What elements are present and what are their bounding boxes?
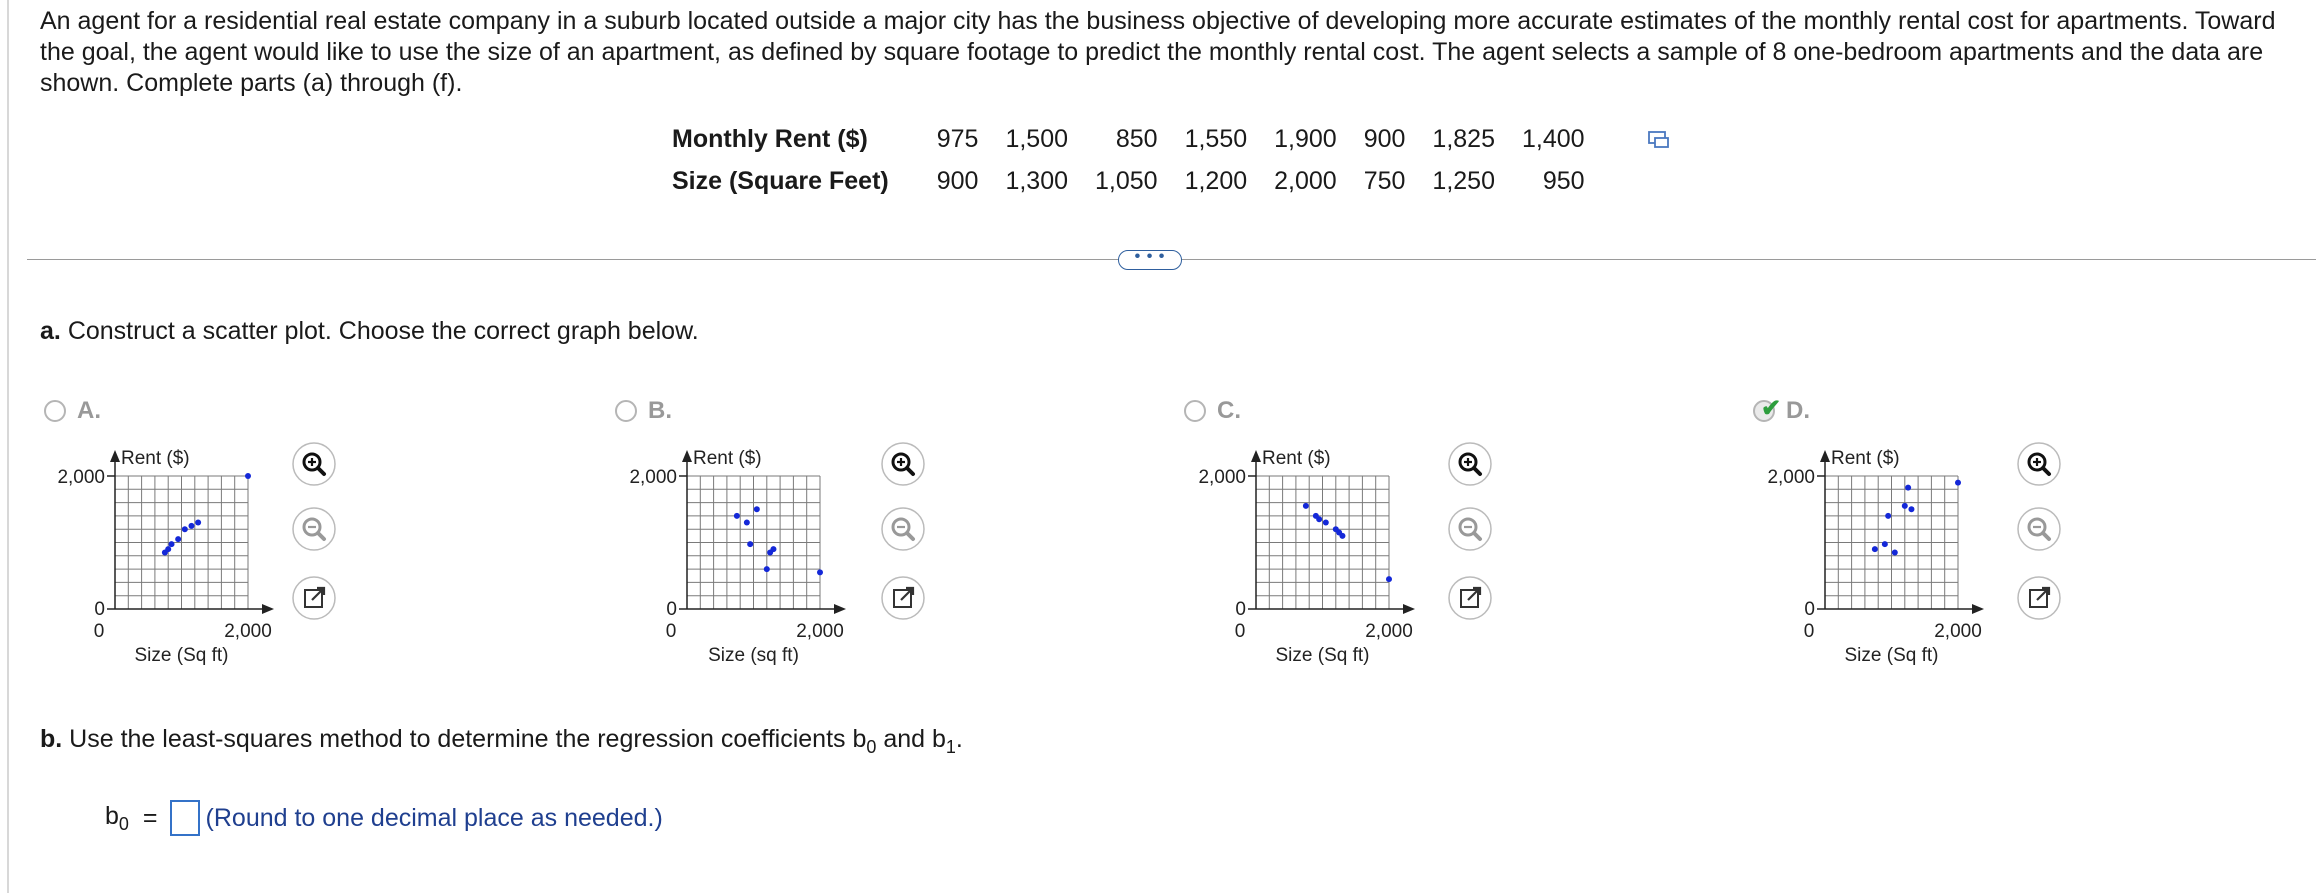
option-d-radio[interactable] xyxy=(1753,395,1782,422)
data-point xyxy=(1955,480,1961,486)
y-axis-label: Rent ($) xyxy=(693,448,762,469)
size-value: 1,200 xyxy=(1184,166,1248,195)
x-tick-label: 2,000 xyxy=(224,621,272,642)
part-a-label: a. xyxy=(40,317,61,345)
option-d-letter: D. xyxy=(1786,397,1810,424)
data-point xyxy=(175,536,181,542)
show-more-button[interactable]: • • • xyxy=(1118,250,1182,270)
x-axis-label: Size (sq ft) xyxy=(708,645,799,666)
x-axis-label: Size (Sq ft) xyxy=(1844,645,1939,666)
y-axis-label: Rent ($) xyxy=(1831,448,1900,469)
part-b-label: b. xyxy=(40,725,63,753)
x-axis-arrow xyxy=(834,604,846,614)
y-axis-arrow xyxy=(1251,450,1261,462)
size-value: 900 xyxy=(936,166,979,195)
x-zero-label: 0 xyxy=(1803,621,1815,642)
data-point xyxy=(1892,549,1898,555)
size-value: 750 xyxy=(1363,166,1406,195)
y-axis-label: Rent ($) xyxy=(1262,448,1331,469)
scatter-plot-b xyxy=(612,436,862,676)
option-d[interactable] xyxy=(1753,397,1810,425)
part-b-text: Use the least-squares method to determine the regression coefficients b xyxy=(69,725,867,753)
data-point xyxy=(182,526,188,532)
scatter-plot-a xyxy=(40,436,290,676)
option-a-letter: A. xyxy=(77,397,101,424)
scatter-plot-d xyxy=(1750,436,2000,676)
option-a-radio[interactable] xyxy=(44,400,66,422)
rounding-hint: (Round to one decimal place as needed.) xyxy=(205,803,663,832)
rent-value: 1,550 xyxy=(1184,124,1248,153)
y-axis-arrow xyxy=(110,450,120,462)
data-point xyxy=(165,546,171,552)
y-tick-label: 2,000 xyxy=(1198,467,1246,488)
data-point xyxy=(744,520,750,526)
data-point xyxy=(195,520,201,526)
data-point xyxy=(1303,503,1309,509)
x-axis-label: Size (Sq ft) xyxy=(1275,645,1370,666)
data-point xyxy=(1339,533,1345,539)
data-point xyxy=(817,569,823,575)
y-zero-label: 0 xyxy=(1235,599,1246,620)
y-zero-label: 0 xyxy=(94,599,105,620)
rent-value: 975 xyxy=(936,124,979,153)
y-zero-label: 0 xyxy=(666,599,677,620)
x-tick-label: 2,000 xyxy=(1365,621,1413,642)
scatter-plot-c xyxy=(1181,436,1431,676)
copy-data-icon[interactable] xyxy=(1648,131,1670,149)
y-axis-label: Rent ($) xyxy=(121,448,190,469)
rent-value: 1,900 xyxy=(1274,124,1337,153)
rent-row-label: Monthly Rent ($) xyxy=(672,124,868,153)
size-row-label: Size (Square Feet) xyxy=(672,166,889,195)
data-point xyxy=(1882,541,1888,547)
data-point xyxy=(1905,485,1911,491)
x-tick-label: 2,000 xyxy=(1934,621,1982,642)
data-point xyxy=(169,541,175,547)
rent-value: 850 xyxy=(1115,124,1158,153)
option-b[interactable] xyxy=(615,397,672,425)
data-table xyxy=(672,118,1612,202)
b0-var: b xyxy=(105,801,119,830)
zoom-in-button-a[interactable] xyxy=(291,441,337,487)
part-b-question xyxy=(40,725,963,758)
x-zero-label: 0 xyxy=(93,621,105,642)
data-point xyxy=(764,566,770,572)
problem-statement: An agent for a residential real estate company in a suburb located outside a major city has the business objective of developing more accurate estimates of the monthly rental cost for apartments. Toward the goal, the agent would like to use the size of an apartment, as defined by square footage to predict the monthly rental cost. The agent selects a sample of 8 one-bedroom apartments and the data are shown. Complete parts (a) through (f). xyxy=(40,7,2276,97)
size-row xyxy=(672,160,1612,202)
part-a-question xyxy=(40,317,699,346)
popout-button-a[interactable] xyxy=(291,575,337,621)
data-point xyxy=(734,513,740,519)
x-tick-label: 2,000 xyxy=(796,621,844,642)
data-point xyxy=(754,506,760,512)
data-point xyxy=(1885,513,1891,519)
part-b-and: and b xyxy=(876,725,946,753)
y-tick-label: 2,000 xyxy=(629,467,677,488)
subscript-0: 0 xyxy=(866,737,877,757)
zoom-out-button-b[interactable] xyxy=(880,506,926,552)
rent-value: 1,400 xyxy=(1521,124,1585,153)
subscript-1: 1 xyxy=(945,737,956,757)
data-point xyxy=(245,473,251,479)
b0-label xyxy=(105,802,129,835)
option-c-radio[interactable] xyxy=(1184,400,1206,422)
data-point xyxy=(770,546,776,552)
zoom-out-button-c[interactable] xyxy=(1447,506,1493,552)
option-b-radio[interactable] xyxy=(615,400,637,422)
size-value: 1,050 xyxy=(1095,166,1158,195)
correct-check-icon: ✔ xyxy=(1761,395,1782,422)
x-axis-arrow xyxy=(1972,604,1984,614)
x-zero-label: 0 xyxy=(665,621,677,642)
size-value: 1,250 xyxy=(1432,166,1495,195)
option-c-letter: C. xyxy=(1217,397,1241,424)
zoom-in-button-d[interactable] xyxy=(2016,441,2062,487)
part-b-end: . xyxy=(955,725,963,753)
b0-subscript: 0 xyxy=(118,813,129,834)
x-zero-label: 0 xyxy=(1234,621,1246,642)
popout-button-c[interactable] xyxy=(1447,575,1493,621)
size-value: 1,300 xyxy=(1005,166,1069,195)
b0-answer-row xyxy=(105,800,663,836)
rent-value: 1,825 xyxy=(1432,124,1495,153)
data-point xyxy=(188,523,194,529)
data-point xyxy=(1872,546,1878,552)
zoom-out-button-d[interactable] xyxy=(2016,506,2062,552)
y-tick-label: 2,000 xyxy=(1767,467,1815,488)
left-border xyxy=(7,0,9,893)
rent-row xyxy=(672,118,1612,160)
y-axis-arrow xyxy=(1820,450,1830,462)
zoom-in-button-b[interactable] xyxy=(880,441,926,487)
equals-sign: = xyxy=(142,803,158,832)
data-point xyxy=(1908,506,1914,512)
popout-button-b[interactable] xyxy=(880,575,926,621)
zoom-in-button-c[interactable] xyxy=(1447,441,1493,487)
size-value: 2,000 xyxy=(1274,166,1337,195)
popout-button-d[interactable] xyxy=(2016,575,2062,621)
data-point xyxy=(1386,576,1392,582)
option-a[interactable] xyxy=(44,397,101,425)
x-axis-label: Size (Sq ft) xyxy=(134,645,229,666)
x-axis-arrow xyxy=(262,604,274,614)
size-value: 950 xyxy=(1542,166,1585,195)
data-point xyxy=(1902,503,1908,509)
y-axis-arrow xyxy=(682,450,692,462)
zoom-out-button-a[interactable] xyxy=(291,506,337,552)
rent-value: 1,500 xyxy=(1005,124,1069,153)
option-b-letter: B. xyxy=(648,397,672,424)
y-tick-label: 2,000 xyxy=(57,467,105,488)
part-a-text: Construct a scatter plot. Choose the correct graph below. xyxy=(67,317,699,345)
x-axis-arrow xyxy=(1403,604,1415,614)
rent-value: 900 xyxy=(1363,124,1406,153)
option-c[interactable] xyxy=(1184,397,1241,425)
data-point xyxy=(747,541,753,547)
b0-input[interactable] xyxy=(170,800,200,836)
data-point xyxy=(1323,520,1329,526)
data-point xyxy=(1316,516,1322,522)
y-zero-label: 0 xyxy=(1804,599,1815,620)
